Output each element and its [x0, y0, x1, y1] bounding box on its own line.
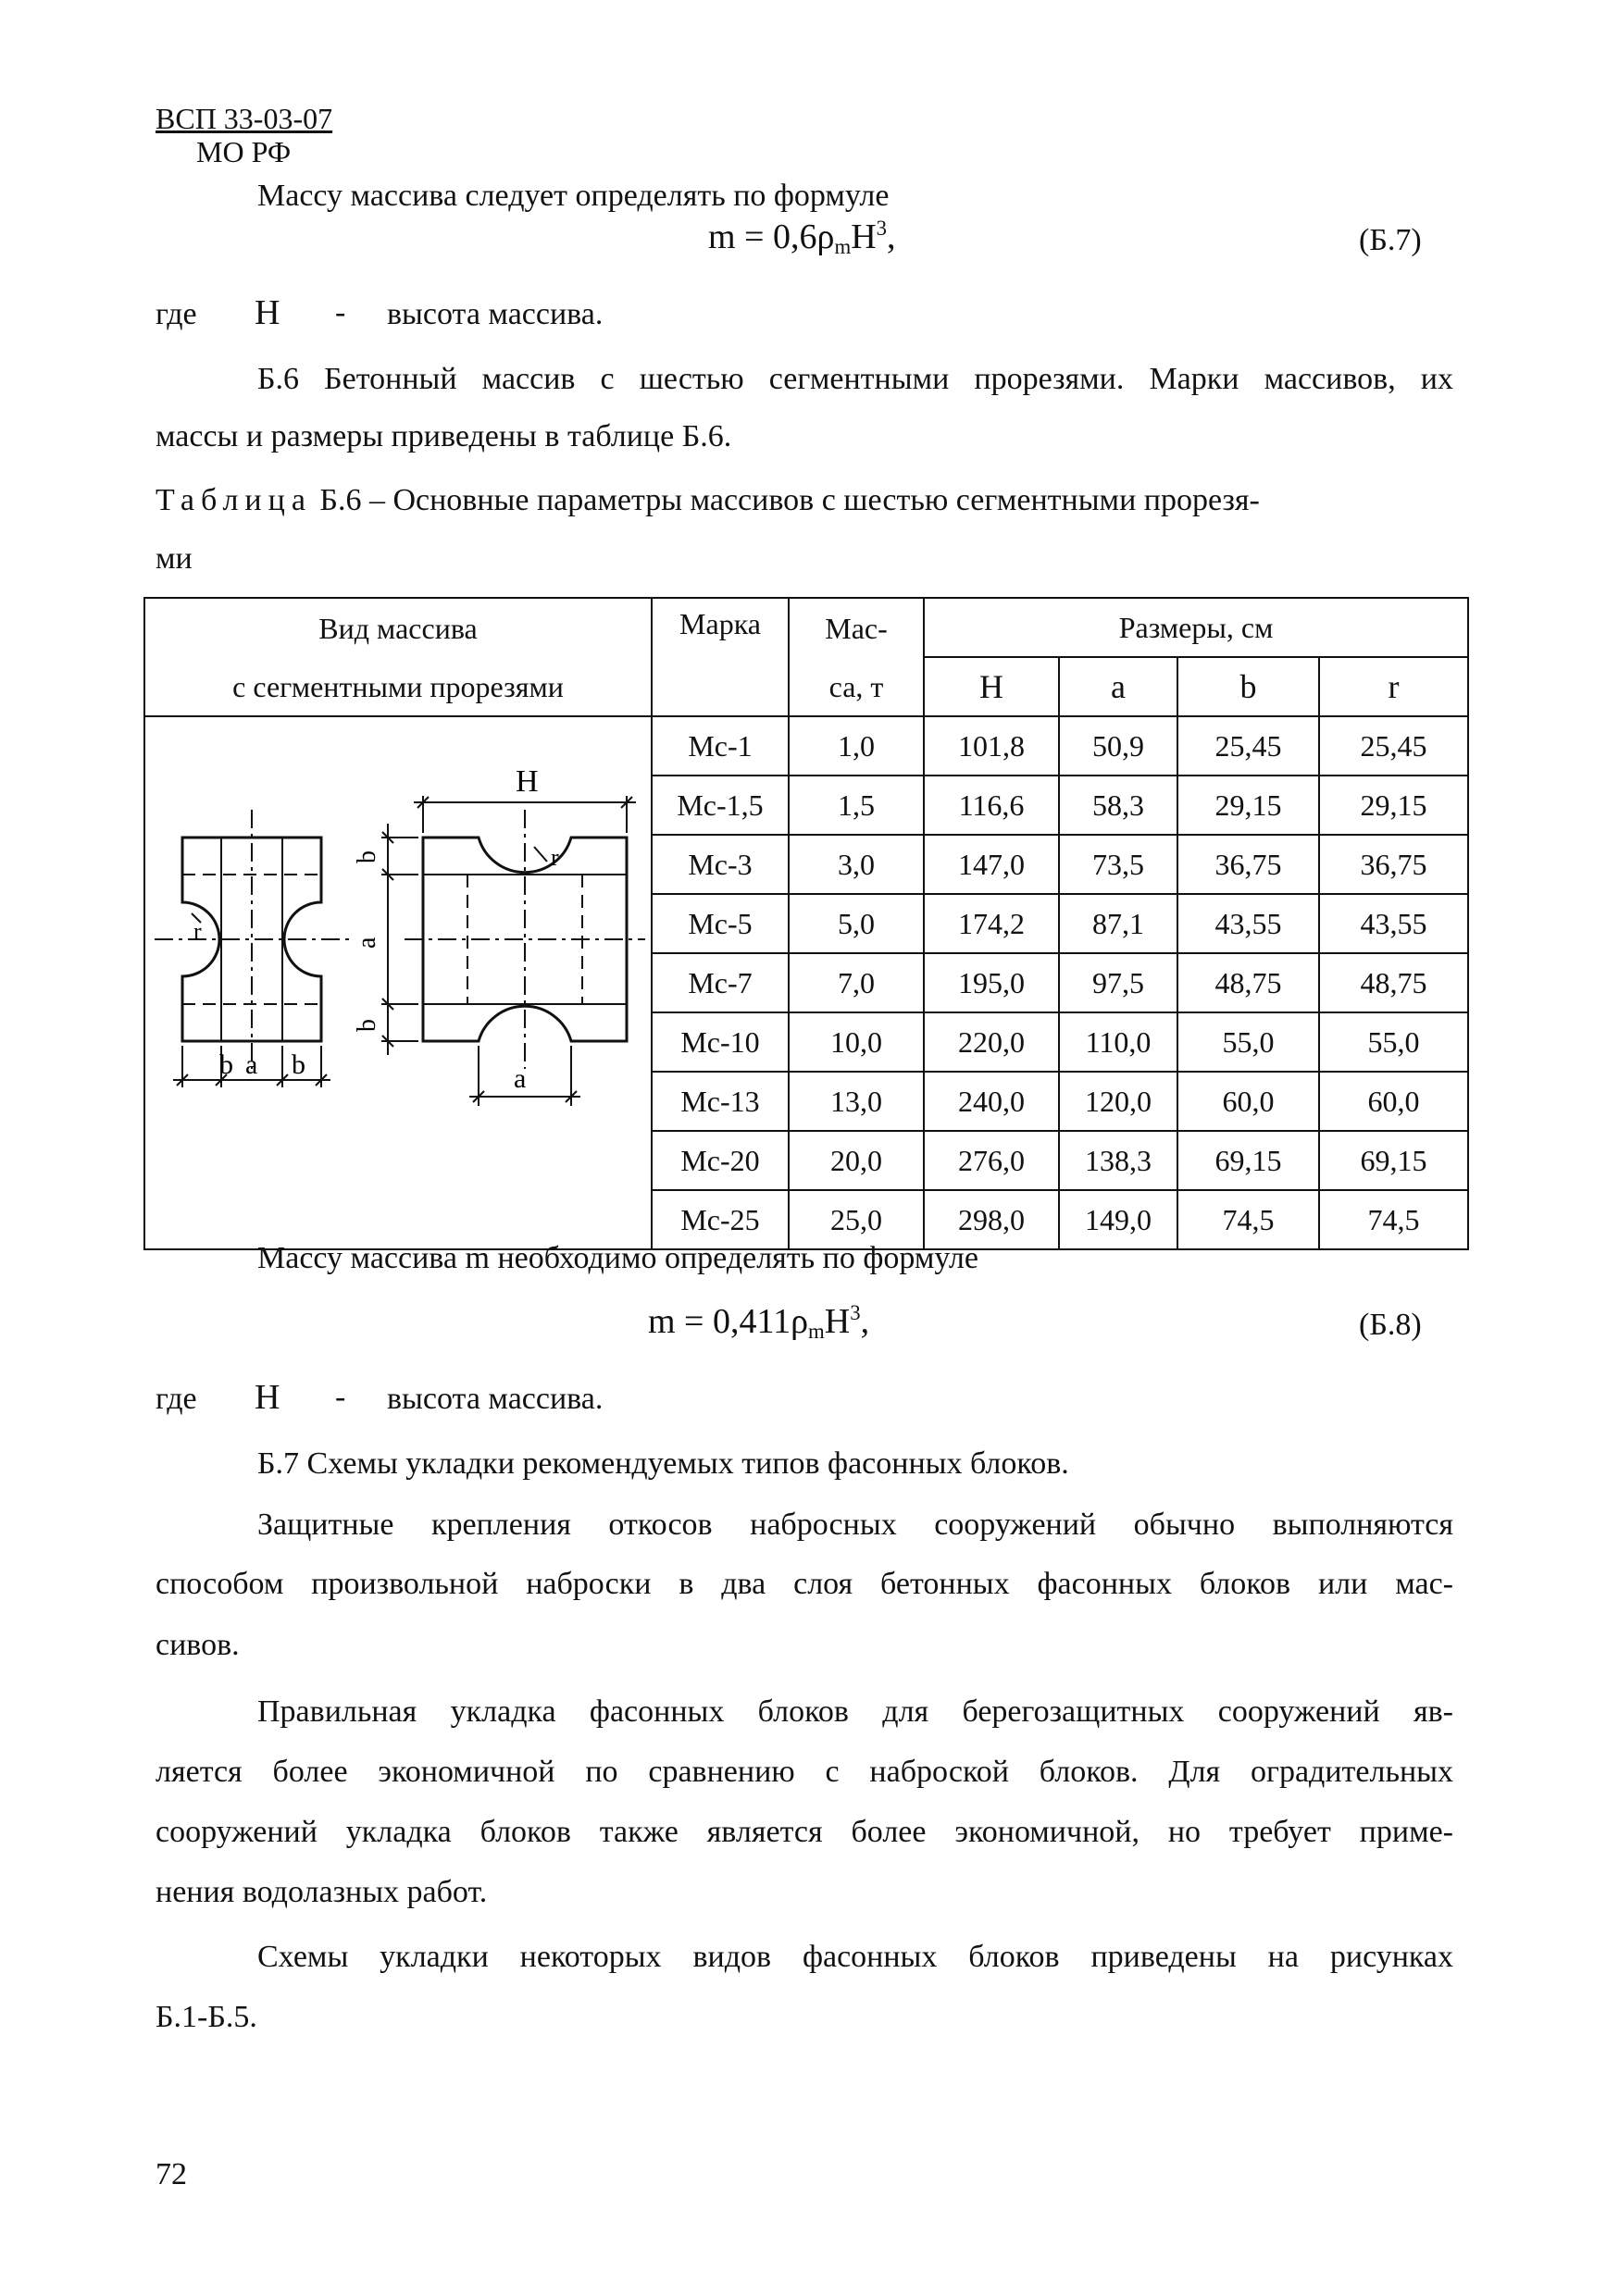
formula-b8 [648, 1301, 869, 1344]
cell-b: 60,0 [1177, 1072, 1319, 1131]
where-symbol: H [255, 293, 280, 332]
cell-b: 74,5 [1177, 1190, 1319, 1249]
formula-b7-number: (Б.7) [1359, 223, 1422, 257]
cell-mass: 3,0 [789, 835, 924, 894]
cell-H: 116,6 [924, 776, 1059, 835]
formula-tail: , [887, 217, 896, 256]
cell-H: 276,0 [924, 1131, 1059, 1190]
cell-a: 97,5 [1059, 953, 1177, 1012]
table-caption-text: Б.6 – Основные параметры массивов с шестью сегментными прорезя- [319, 483, 1260, 517]
cell-mark: Мс-1 [652, 716, 789, 776]
para2-line3: сооружений укладка блоков также является более экономичной, но требует приме- [156, 1815, 1453, 1849]
cell-r: 25,45 [1319, 716, 1468, 776]
th-view-1: Вид массива [144, 598, 652, 657]
cell-a: 110,0 [1059, 1012, 1177, 1072]
section-b6-line2: массы и размеры приведены в таблице Б.6. [156, 419, 732, 453]
para1-line3: сивов. [156, 1628, 240, 1662]
th-a: a [1059, 657, 1177, 716]
formula2-mid: H [824, 1302, 851, 1341]
cell-mark: Мс-7 [652, 953, 789, 1012]
para1-line2: способом произвольной наброски в два слоя бетонных фасонных блоков или мас- [156, 1567, 1453, 1601]
page-number: 72 [156, 2157, 187, 2191]
document-header [156, 102, 332, 168]
cell-mass: 13,0 [789, 1072, 924, 1131]
fig-label-a-bottom: a [514, 1063, 527, 1094]
th-mass-1: Мас- [789, 598, 924, 657]
section-b7: Б.7 Схемы укладки рекомендуемых типов фасонных блоков. [257, 1446, 1069, 1481]
cell-b: 29,15 [1177, 776, 1319, 835]
cell-a: 149,0 [1059, 1190, 1177, 1249]
cell-H: 147,0 [924, 835, 1059, 894]
cell-H: 174,2 [924, 894, 1059, 953]
cell-r: 36,75 [1319, 835, 1468, 894]
para2-line2: ляется более экономичной по сравнению с наброской блоков. Для оградительных [156, 1755, 1453, 1789]
para2-line4: нения водолазных работ. [156, 1875, 488, 1909]
cell-mark: Мс-10 [652, 1012, 789, 1072]
cell-H: 240,0 [924, 1072, 1059, 1131]
cell-mark: Мс-3 [652, 835, 789, 894]
cell-b: 69,15 [1177, 1131, 1319, 1190]
th-H: H [924, 657, 1059, 716]
cell-H: 101,8 [924, 716, 1059, 776]
formula2-sub: m [808, 1320, 825, 1343]
cell-mass: 7,0 [789, 953, 924, 1012]
cell-mass: 20,0 [789, 1131, 924, 1190]
cell-r: 74,5 [1319, 1190, 1468, 1249]
cell-mark: Мс-5 [652, 894, 789, 953]
section-b6-line1: Б.6 Бетонный массив с шестью сегментными прорезями. Марки массивов, их [257, 362, 1453, 396]
cell-a: 138,3 [1059, 1131, 1177, 1190]
cell-H: 298,0 [924, 1190, 1059, 1249]
formula-mid: H [851, 217, 877, 256]
cell-mass: 10,0 [789, 1012, 924, 1072]
block-drawing [145, 717, 649, 1235]
cell-a: 58,3 [1059, 776, 1177, 835]
cell-b: 55,0 [1177, 1012, 1319, 1072]
where-dash: - [335, 295, 346, 329]
th-view-2: с сегментными прорезями [144, 657, 652, 716]
para2-line1: Правильная укладка фасонных блоков для берегозащитных сооружений яв- [257, 1694, 1453, 1729]
para3-line1: Схемы укладки некоторых видов фасонных блоков приведены на рисунках [257, 1940, 1453, 1974]
intro-text: Массу массива следует определять по формуле [257, 179, 890, 213]
th-r: r [1319, 657, 1468, 716]
formula-sub: m [834, 235, 852, 258]
cell-H: 220,0 [924, 1012, 1059, 1072]
cell-mass: 25,0 [789, 1190, 924, 1249]
cell-b: 43,55 [1177, 894, 1319, 953]
fig-label-b-left2: b [292, 1049, 305, 1080]
cell-r: 43,55 [1319, 894, 1468, 953]
cell-a: 73,5 [1059, 835, 1177, 894]
document-code: ВСП 33-03-07 [156, 102, 333, 135]
formula2-sup: 3 [850, 1301, 861, 1324]
cell-r: 29,15 [1319, 776, 1468, 835]
where2-symbol: H [255, 1378, 280, 1417]
table-caption-label: Таблица [156, 483, 312, 517]
cell-H: 195,0 [924, 953, 1059, 1012]
formula2-tail: , [860, 1302, 870, 1341]
cell-b: 36,75 [1177, 835, 1319, 894]
cell-mark: Мс-1,5 [652, 776, 789, 835]
where2-text: высота массива. [387, 1382, 604, 1416]
fig-label-r-left: r [193, 918, 202, 945]
document-org: МО РФ [196, 135, 292, 168]
fig-label-b-right-bottom: b [353, 1019, 381, 1032]
cell-mark: Мс-20 [652, 1131, 789, 1190]
cell-mass: 1,0 [789, 716, 924, 776]
cell-mark: Мс-13 [652, 1072, 789, 1131]
cell-b: 25,45 [1177, 716, 1319, 776]
formula-b7 [708, 217, 896, 259]
cell-a: 87,1 [1059, 894, 1177, 953]
after-table-text: Массу массива m необходимо определять по формуле [257, 1241, 978, 1275]
cell-mass: 5,0 [789, 894, 924, 953]
th-mark: Марка [652, 598, 789, 716]
formula-sup: 3 [876, 217, 888, 240]
cell-r: 55,0 [1319, 1012, 1468, 1072]
th-sizes: Размеры, см [924, 598, 1468, 657]
formula-lhs: m = 0,6ρ [708, 217, 835, 256]
fig-label-b-right-top: b [353, 850, 381, 863]
fig-label-a-right: a [353, 937, 381, 949]
where2-word: где [156, 1382, 197, 1416]
th-b: b [1177, 657, 1319, 716]
cell-r: 60,0 [1319, 1072, 1468, 1131]
cell-b: 48,75 [1177, 953, 1319, 1012]
para1-line1: Защитные крепления откосов набросных сооружений обычно выполняются [257, 1508, 1453, 1542]
cell-r: 69,15 [1319, 1131, 1468, 1190]
formula-b8-number: (Б.8) [1359, 1308, 1422, 1342]
fig-label-b-left: b [219, 1049, 233, 1080]
cell-a: 50,9 [1059, 716, 1177, 776]
cell-a: 120,0 [1059, 1072, 1177, 1131]
fig-label-H: H [516, 764, 539, 799]
table-caption [156, 482, 1260, 519]
th-mass-2: са, т [789, 657, 924, 716]
fig-label-r-right: r [551, 844, 559, 871]
formula2-lhs: m = 0,411ρ [648, 1302, 809, 1341]
fig-label-a-left: a [245, 1049, 258, 1080]
where-word: где [156, 297, 197, 331]
cell-mass: 1,5 [789, 776, 924, 835]
table-caption-cont: ми [156, 541, 193, 576]
cell-r: 48,75 [1319, 953, 1468, 1012]
cell-mark: Мс-25 [652, 1190, 789, 1249]
para3-line2: Б.1-Б.5. [156, 2000, 257, 2034]
where2-dash: - [335, 1380, 346, 1414]
where-text: высота массива. [387, 297, 604, 331]
